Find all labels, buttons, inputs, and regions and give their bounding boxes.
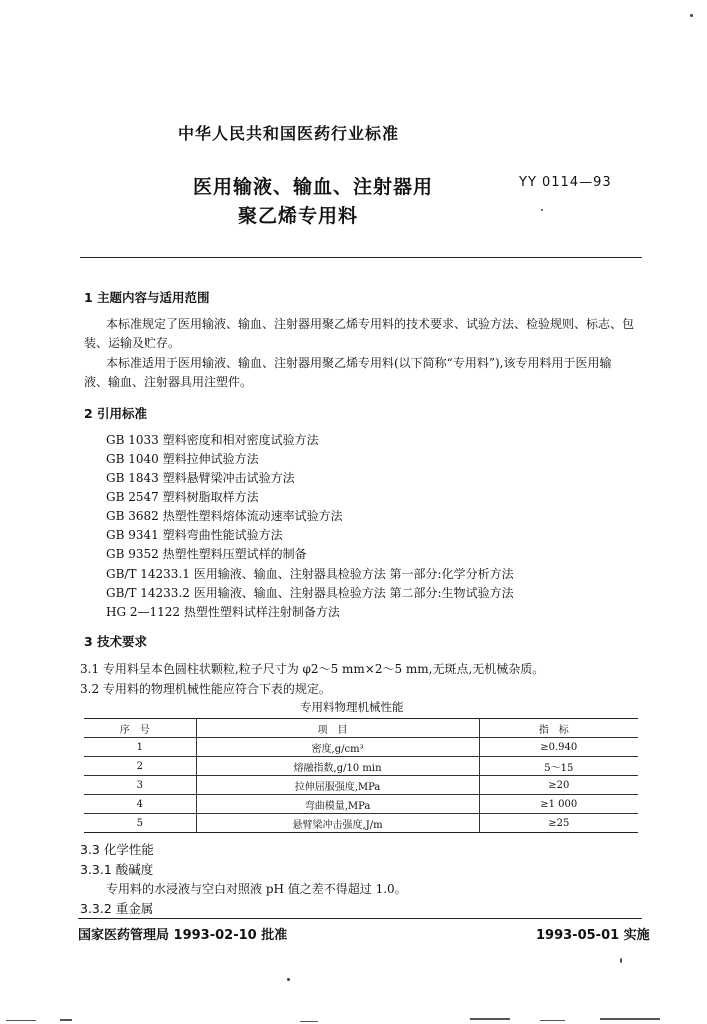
reference-standard: GB 1843 塑料悬臂梁冲击试验方法	[106, 471, 295, 485]
table-caption: 专用料物理机械性能	[300, 700, 404, 714]
row-spec: ≥25	[479, 814, 638, 833]
clause-3-3-2: 3.3.2 重金属	[80, 901, 154, 916]
clause-3-1: 3.1 专用料呈本色圆柱状颗粒,粒子尺寸为 φ2～5 mm×2～5 mm,无斑点,无机械杂质。	[80, 662, 545, 676]
section1-para2-line1: 本标准适用于医用输液、输血、注射器用聚乙烯专用料(以下简称“专用料”),该专用料用于医用输	[106, 356, 612, 370]
row-spec: 5～15	[479, 757, 638, 776]
table-row	[84, 795, 638, 814]
section1-heading: 1 主题内容与适用范围	[84, 290, 210, 305]
column-header-no: 序号	[84, 719, 196, 738]
standard-code: YY 0114—93	[519, 175, 612, 190]
reference-standard: GB/T 14233.1 医用输液、输血、注射器具检验方法 第一部分:化学分析方法	[106, 567, 514, 581]
reference-standard: GB/T 14233.2 医用输液、输血、注射器具检验方法 第二部分:生物试验方法	[106, 586, 514, 600]
section1-para1-line1: 本标准规定了医用输液、输血、注射器用聚乙烯专用料的技术要求、试验方法、检验规则、标志、包	[106, 317, 635, 331]
row-number: 3	[84, 776, 196, 795]
header-rule	[80, 257, 642, 258]
section1-para1-line2: 装、运输及贮存。	[84, 336, 181, 350]
scan-speck	[620, 958, 622, 963]
document-title-line2: 聚乙烯专用料	[238, 205, 359, 227]
scan-edge-noise	[0, 1012, 707, 1024]
row-spec: ≥0.940	[479, 738, 638, 757]
table-row	[84, 738, 638, 757]
reference-standard: GB 2547 塑料树脂取样方法	[106, 490, 259, 504]
reference-standard: GB 9341 塑料弯曲性能试验方法	[106, 528, 283, 542]
row-number: 1	[84, 738, 196, 757]
reference-standard: HG 2—1122 热塑性塑料试样注射制备方法	[106, 605, 340, 619]
table-header-row	[84, 719, 638, 738]
section2-heading: 2 引用标准	[84, 406, 148, 421]
row-item: 熔融指数,g/10 min	[196, 757, 479, 776]
row-number: 5	[84, 814, 196, 833]
row-spec: ≥1 000	[479, 795, 638, 814]
row-number: 4	[84, 795, 196, 814]
clause-3-3-1-text: 专用料的水浸液与空白对照液 pH 值之差不得超过 1.0。	[106, 882, 407, 896]
document-title-line1: 医用输液、输血、注射器用	[193, 176, 434, 198]
table-row	[84, 757, 638, 776]
table-row	[84, 776, 638, 795]
reference-standard: GB 9352 热塑性塑料压塑试样的制备	[106, 547, 307, 561]
scan-speck	[287, 978, 290, 981]
effective-date: 1993-05-01 实施	[536, 928, 650, 943]
row-item: 拉伸屈服强度,MPa	[196, 776, 479, 795]
issuing-organization: 中华人民共和国医药行业标准	[178, 124, 400, 143]
table-row	[84, 814, 638, 833]
properties-table	[84, 718, 638, 833]
reference-standard: GB 3682 热塑性塑料熔体流动速率试验方法	[106, 509, 343, 523]
row-item: 密度,g/cm³	[196, 738, 479, 757]
clause-3-3-1: 3.3.1 酸碱度	[80, 862, 154, 877]
footer-rule	[78, 918, 642, 919]
clause-3-2: 3.2 专用料的物理机械性能应符合下表的规定。	[80, 682, 331, 696]
row-number: 2	[84, 757, 196, 776]
row-item: 悬臂梁冲击强度,J/m	[196, 814, 479, 833]
row-spec: ≥20	[479, 776, 638, 795]
scan-speck	[690, 14, 693, 17]
section1-para2-line2: 液、输血、注射器具用注塑件。	[84, 375, 253, 389]
reference-standard: GB 1033 塑料密度和相对密度试验方法	[106, 433, 319, 447]
column-header-item: 项目	[196, 719, 479, 738]
clause-3-3: 3.3 化学性能	[80, 842, 154, 857]
section3-heading: 3 技术要求	[84, 634, 148, 649]
approval-date: 国家医药管理局 1993-02-10 批准	[78, 928, 288, 943]
row-item: 弯曲模量,MPa	[196, 795, 479, 814]
reference-standard: GB 1040 塑料拉伸试验方法	[106, 452, 259, 466]
column-header-spec: 指标	[479, 719, 638, 738]
scan-speck	[541, 209, 543, 211]
